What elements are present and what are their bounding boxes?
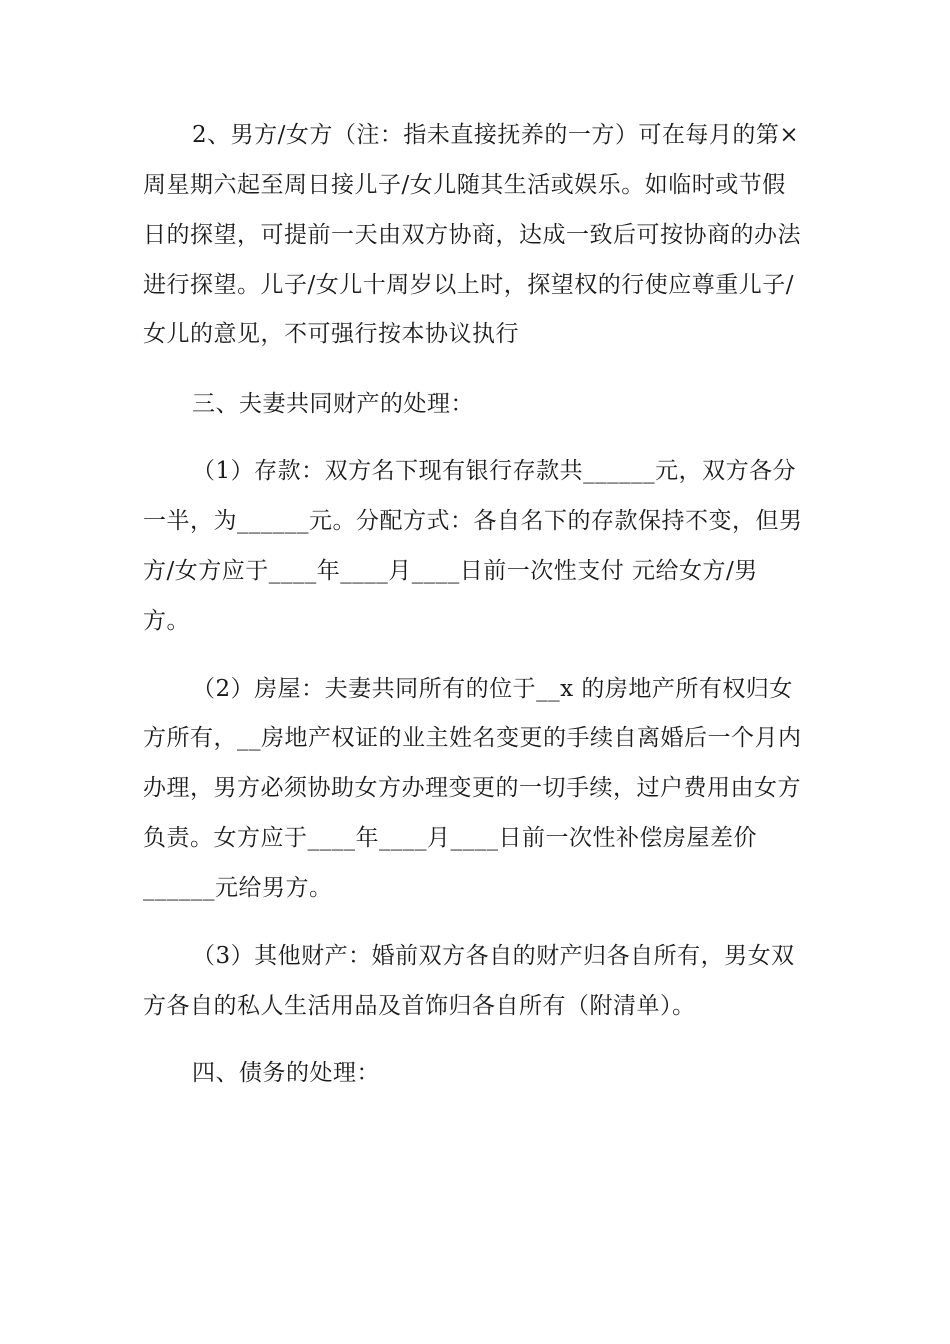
paragraph-savings-line-3: 方/女方应于____年____月____日前一次性支付 元给女方/男 bbox=[143, 558, 758, 584]
paragraph-other-property-line-2: 方各自的私人生活用品及首饰归各自所有（附清单）。 bbox=[143, 993, 696, 1019]
paragraph-1-line-1: 2、男方/女方（注：指未直接抚养的一方）可在每月的第× bbox=[192, 122, 800, 148]
paragraph-1-line-4: 进行探望。儿子/女儿十周岁以上时，探望权的行使应尊重儿子/ bbox=[143, 272, 794, 298]
paragraph-house-line-4: 负责。女方应于____年____月____日前一次性补偿房屋差价 bbox=[143, 825, 757, 851]
paragraph-house-line-1: （2）房屋：夫妻共同所有的位于__x 的房地产所有权归女 bbox=[192, 676, 793, 702]
section-heading-debts: 四、债务的处理： bbox=[192, 1060, 380, 1086]
paragraph-other-property-line-1: （3）其他财产：婚前双方各自的财产归各自所有，男女双 bbox=[192, 943, 795, 969]
paragraph-house-line-3: 办理，男方必须协助女方办理变更的一切手续，过户费用由女方 bbox=[143, 775, 801, 801]
paragraph-1-line-5: 女儿的意见，不可强行按本协议执行 bbox=[143, 321, 519, 347]
paragraph-house-line-5: ______元给男方。 bbox=[143, 875, 333, 901]
section-heading-property: 三、夫妻共同财产的处理： bbox=[192, 391, 474, 417]
paragraph-1-line-2: 周星期六起至周日接儿子/女儿随其生活或娱乐。如临时或节假 bbox=[143, 172, 786, 198]
paragraph-house-line-2: 方所有，__房地产权证的业主姓名变更的手续自离婚后一个月内 bbox=[143, 725, 802, 751]
paragraph-savings-line-2: 一半，为______元。分配方式：各自名下的存款保持不变，但男 bbox=[143, 508, 803, 534]
paragraph-savings-line-1: （1）存款：双方名下现有银行存款共______元，双方各分 bbox=[192, 458, 797, 484]
paragraph-1-line-3: 日的探望，可提前一天由双方协商，达成一致后可按协商的办法 bbox=[143, 222, 801, 248]
paragraph-savings-line-4: 方。 bbox=[143, 608, 190, 634]
